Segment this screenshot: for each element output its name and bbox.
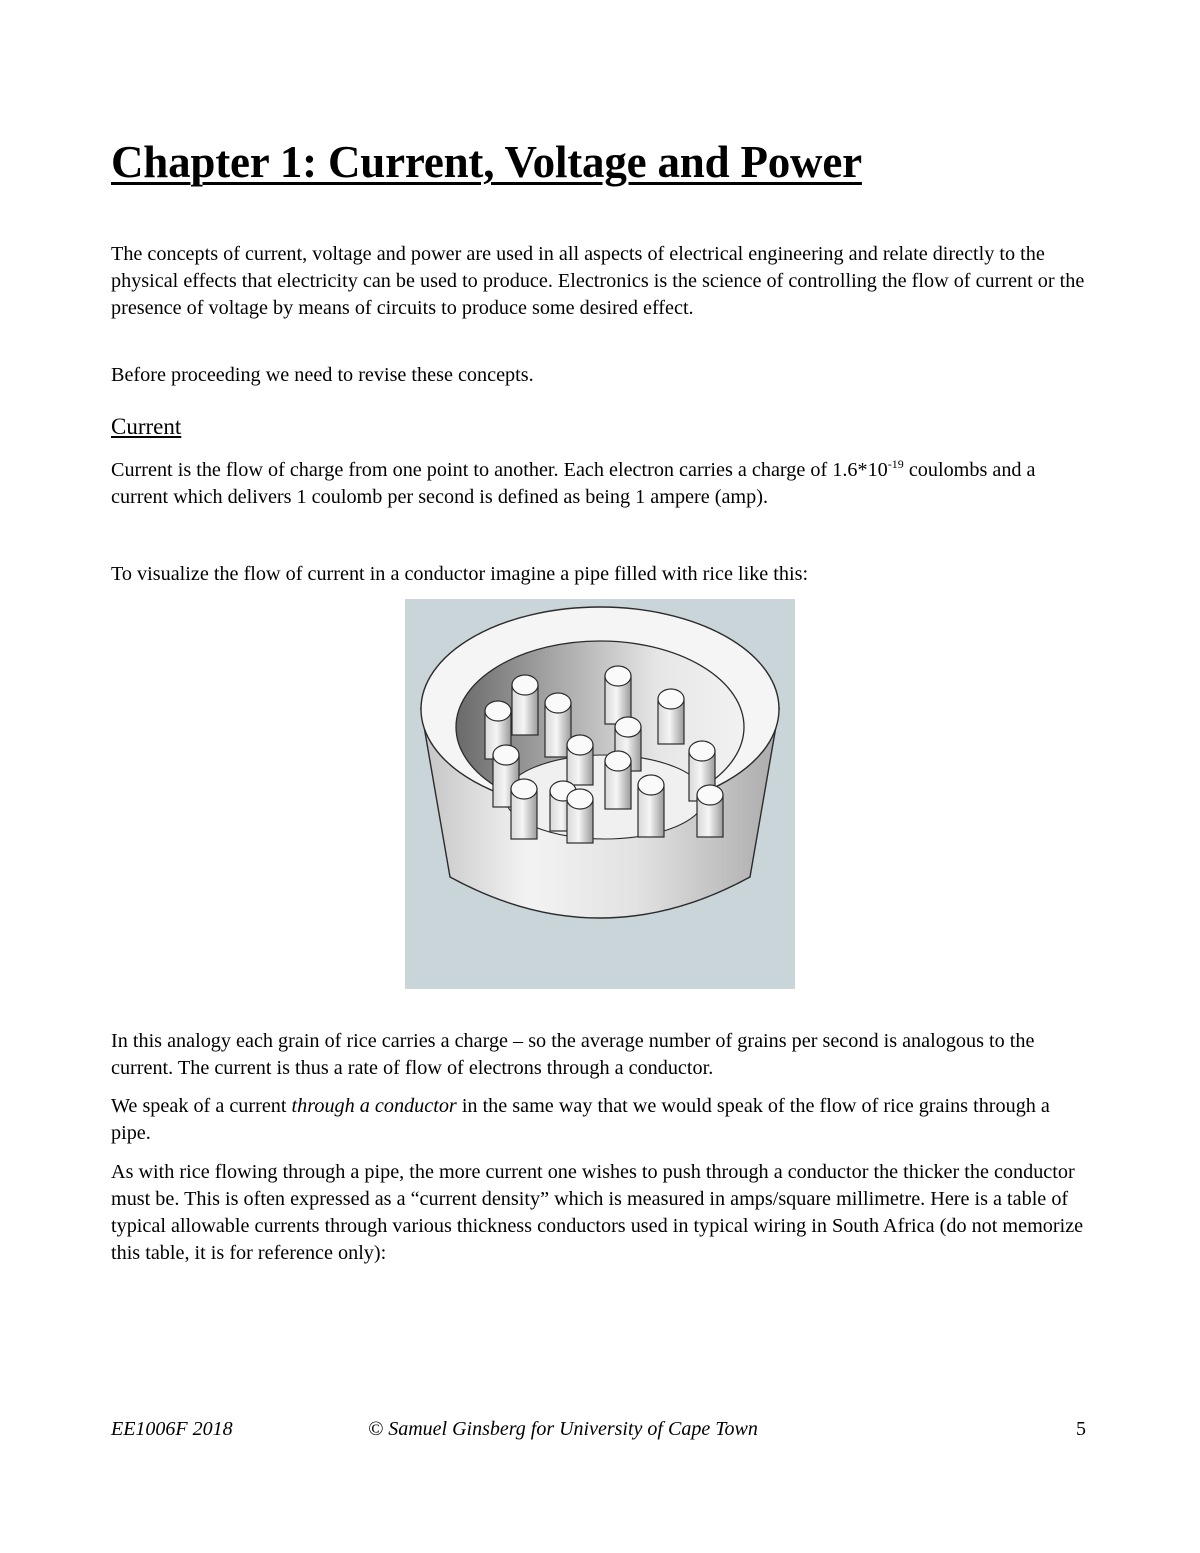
charge-exponent: -19 xyxy=(887,457,904,471)
chapter-title: Chapter 1: Current, Voltage and Power xyxy=(111,137,862,187)
current-definition-text-2: coulombs and a current which delivers 1 coulomb per second is defined as being 1 ampere (amp). xyxy=(111,459,1036,508)
through-emphasis: through a conductor xyxy=(291,1095,457,1117)
rice-grain xyxy=(638,775,664,837)
rice-grain xyxy=(567,735,593,785)
through-conductor-paragraph xyxy=(111,1093,1091,1147)
current-definition-text-1: Current is the flow of charge from one point to another. Each electron carries a charge of 1.6*10 xyxy=(111,459,888,481)
rice-grain xyxy=(697,785,723,837)
section-heading-current: Current xyxy=(111,414,182,439)
analogy-paragraph: In this analogy each grain of rice carries a charge – so the average number of grains per second is analogous to the current. The current is thus a rate of flow of electrons through a conductor. xyxy=(111,1030,1035,1079)
rice-grain xyxy=(605,751,631,809)
rice-pipe-figure xyxy=(405,599,795,989)
rice-grain xyxy=(567,789,593,843)
rice-grain xyxy=(605,666,631,724)
current-density-paragraph: As with rice flowing through a pipe, the more current one wishes to push through a conductor the thicker the conductor must be. This is often expressed as a “current density” which is measured in amps/square millimetre. Here is a table of typical allowable currents through various thickness conductors used in typical wiring in South Africa (do not memorize this table, it is for reference only): xyxy=(111,1161,1084,1264)
visualize-paragraph: To visualize the flow of current in a conductor imagine a pipe filled with rice like this: xyxy=(111,563,809,585)
footer-copyright: © Samuel Ginsberg for University of Cape Town xyxy=(368,1418,758,1440)
footer-page-number: 5 xyxy=(1076,1418,1086,1440)
revise-paragraph: Before proceeding we need to revise these concepts. xyxy=(111,364,534,386)
intro-paragraph: The concepts of current, voltage and power are used in all aspects of electrical engineering and relate directly to the physical effects that electricity can be used to produce. Electronics is the science of controlling the flow of current or the presence of voltage by means of circuits to produce some desired effect. xyxy=(111,243,1085,319)
current-definition-paragraph xyxy=(111,457,1091,511)
through-text-before: We speak of a current xyxy=(111,1095,292,1117)
through-text-after: in the same way that we would speak of the flow of rice grains through a pipe. xyxy=(111,1095,1050,1144)
rice-grain xyxy=(658,689,684,744)
rice-grain xyxy=(512,675,538,735)
rice-grain xyxy=(511,779,537,839)
footer-course: EE1006F 2018 xyxy=(111,1418,233,1440)
